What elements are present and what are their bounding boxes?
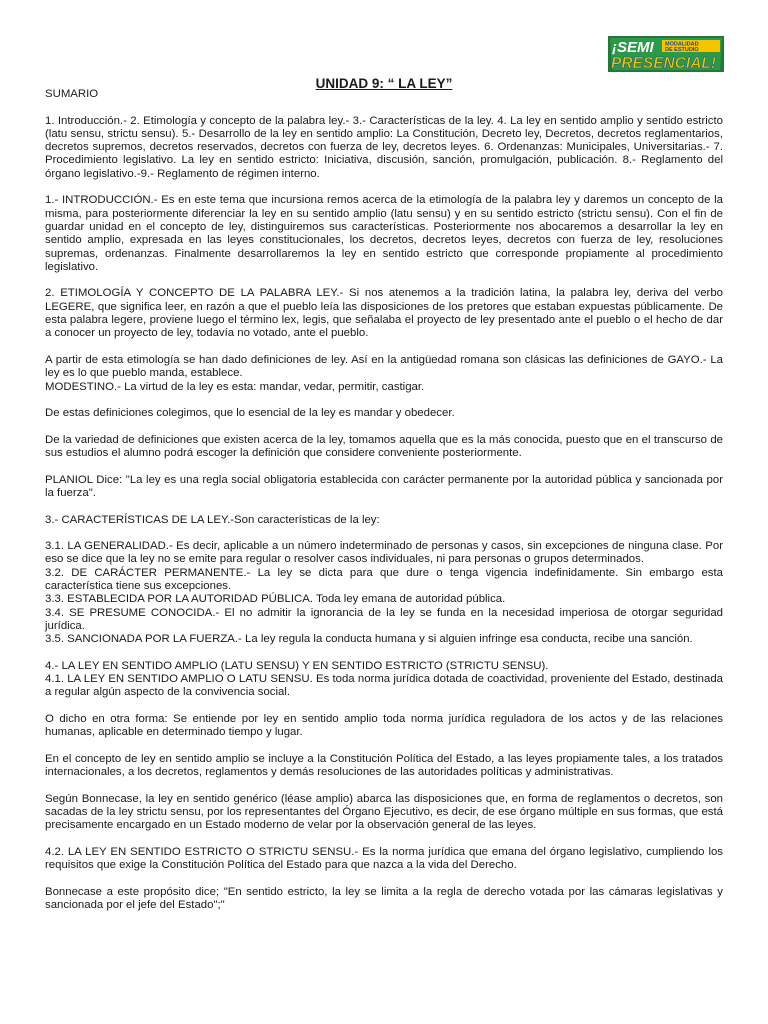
paragraph: De estas definiciones colegimos, que lo esencial de la ley es mandar y obedecer. — [45, 407, 455, 420]
paragraph: A partir de esta etimología se han dado definiciones de ley. Así en la antigüedad romana son clásicas las definiciones de GAYO.- La ley es lo que pueblo manda, establece. MODESTINO.- La virtud de la ley es esta: mandar, vedar, permitir, castigar. — [45, 353, 723, 393]
semipresencial-logo — [608, 36, 724, 72]
paragraph: 2. ETIMOLOGÍA Y CONCEPTO DE LA PALABRA LEY.- Si nos atenemos a la tradición latina, la palabra ley, deriva del verbo LEGERE, que significa leer, en razón a que el pueblo leía las disposiciones de los pretores que estaban expuestas públicamente. De esta palabra legere, proviene luego el término lex, legis, que señalaba el proyecto de ley presentado ante el pueblo o el hecho de dar a conocer un proyecto de ley, todavía no votado, ante el pueblo. — [45, 287, 723, 340]
paragraph: Bonnecase a este propósito dice; "En sentido estricto, la ley se limita a la regla de derecho votada por las cámaras legislativas y sancionada por el jefe del Estado";" — [45, 885, 723, 912]
paragraph: 1. Introducción.- 2. Etimología y concepto de la palabra ley.- 3.- Características de la ley. 4. La ley en sentido amplio y sentido estricto (latu sensu, strictu sensu). 5.- Desarrollo de la ley en sentido amplio: La Constitución, Decreto ley, Decretos, decretos reglamentarios, decretos supremos, decretos reservados, decretos con fuerza de ley, decretos leyes. 6. Ordenanzas: Municipales, Universitarias.- 7. Procedimiento legislativo. La ley en sentido estricto: Iniciativa, discusión, sanción, promulgación, publicación. 8.- Reglamento del órgano legislativo.-9.- Reglamento de régimen interno. — [45, 114, 723, 180]
paragraph: 4.- LA LEY EN SENTIDO AMPLIO (LATU SENSU) Y EN SENTIDO ESTRICTO (STRICTU SENSU). 4.1. LA LEY EN SENTIDO AMPLIO O LATU SENSU. Es toda norma jurídica dotada de coactividad, proveniente del Estado, destinada a regular algún aspecto de la convivencia social. — [45, 659, 723, 699]
paragraph: 1.- INTRODUCCIÓN.- Es en este tema que incursiona remos acerca de la etimología de la palabra ley y daremos un concepto de la misma, para posteriormente diferenciar la ley en su sentido amplio (latu sensu) y en su sentido estricto (strictu sensu). Con el fin de guardar unidad en el concepto de ley, distinguiremos sus características. Posteriormente nos abocaremos a desarrollar la ley en sentido amplio, expresada en las leyes constitucionales, los decretos, decretos leyes, decretos con fuerza de ley, resoluciones supremas, ordenanzas. Finalmente desarrollaremos la ley en sentido estricto que corresponde propiamente al procedimiento legislativo. — [45, 194, 723, 273]
paragraph: 4.2. LA LEY EN SENTIDO ESTRICTO O STRICTU SENSU.- Es la norma jurídica que emana del órgano legislativo, cumpliendo los requisitos que exige la Constitución Política del Estado para que nazca a la vida del Derecho. — [45, 845, 723, 872]
paragraph: SUMARIO — [45, 88, 99, 100]
paragraph: 3.1. LA GENERALIDAD.- Es decir, aplicable a un número indeterminado de personas y casos, sin excepciones de ninguna clase. Por eso se dice que la ley no se emite para regular o resolver casos individuales, ni para personas o grupos determinados. 3.2. DE CARÁCTER PERMANENTE.- La ley se dicta para que dure o tenga vigencia indefinidamente. Sin embargo esta característica tiene sus excepciones. 3.3. ESTABLECIDA POR LA AUTORIDAD PÚBLICA. Toda ley emana de autoridad pública. 3.4. SE PRESUME CONOCIDA.- El no admitir la ignorancia de la ley se funda en la necesidad imperiosa de otorgar seguridad jurídica. 3.5. SANCIONADA POR LA FUERZA.- La ley regula la conducta humana y si alguien infringe esa conducta, recibe una sanción. — [45, 540, 723, 646]
logo-line1: ¡SEMI — [612, 39, 654, 56]
paragraph: Según Bonnecase, la ley en sentido genérico (léase amplio) abarca las disposiciones que, en forma de reglamentos o decretos, son sacadas de la ley strictu sensu, por los representantes del Órgano Ejecutivo, es decir, de ese órgano múltiple en sus formas, que está precisamente encargado en un Estado moderno de velar por la observación general de las leyes. — [45, 792, 723, 832]
paragraph: En el concepto de ley en sentido amplio se incluye a la Constitución Política del Estado, a las leyes propiamente tales, a los tratados internacionales, a los decretos, reglamentos y demás resoluciones de las autoridades políticas y administrativas. — [45, 752, 723, 779]
paragraph: 3.- CARACTERÍSTICAS DE LA LEY.-Son características de la ley: — [45, 513, 380, 526]
logo-badge1: MODALIDAD — [665, 41, 699, 48]
logo-line2: PRESENCIAL! — [611, 55, 717, 72]
document-title: UNIDAD 9: “ LA LEY” — [315, 76, 453, 91]
paragraph: O dicho en otra forma: Se entiende por ley en sentido amplio toda norma jurídica reguladora de los actos y de las relaciones humanas, aplicable en determinado tiempo y lugar. — [45, 712, 723, 739]
paragraph: PLANIOL Dice: "La ley es una regla social obligatoria establecida con carácter permanente por la autoridad pública y sancionada por la fuerza". — [45, 473, 723, 499]
logo-badge2: DE ESTUDIO — [665, 47, 699, 53]
paragraph: De la variedad de definiciones que existen acerca de la ley, tomamos aquella que es la más conocida, puesto que en el transcurso de sus estudios el alumno podrá escoger la definición que considere conveniente posteriormente. — [45, 433, 723, 460]
document-body — [45, 88, 723, 926]
